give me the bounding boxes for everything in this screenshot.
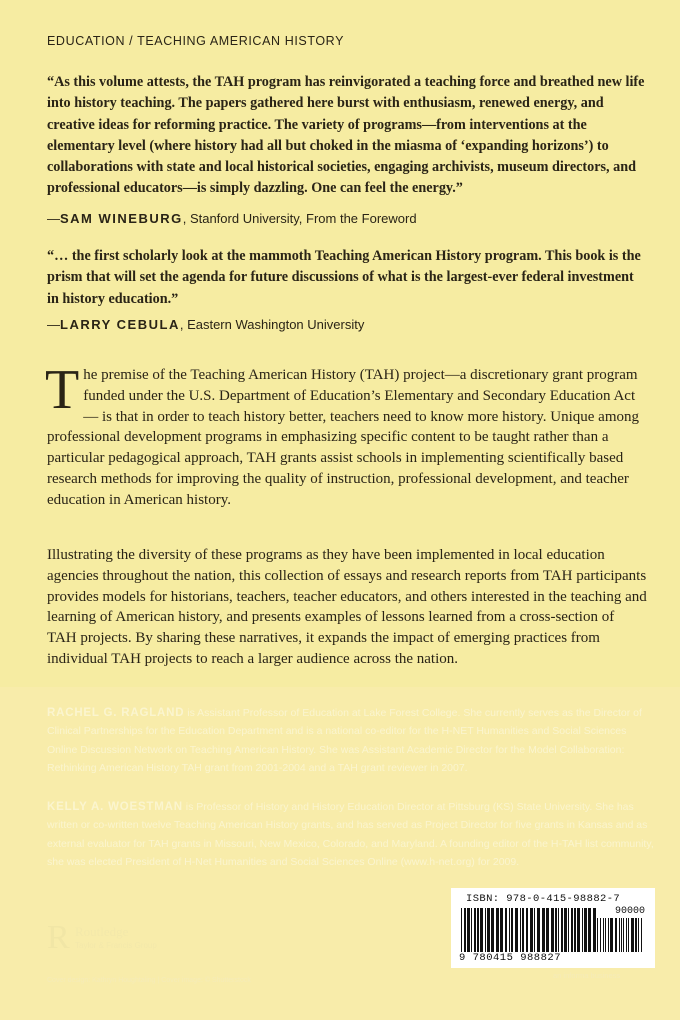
cover-credits: Cover design: Kathryn Houghtaling | Cover image: © Shutterstock bbox=[47, 977, 251, 984]
barcode-bar bbox=[571, 908, 573, 952]
endorsement-quote-1: “As this volume attests, the TAH program has reinvigorated a teaching force and breathed new life into history teaching. The papers gathered here burst with enthusiasm, renewed energy, and creative ideas for reforming practice. The variety of programs—from interventions at the elementary level (where history had all but choked in the miasma of ‘expanding horizons’) to collaborations with state and local historical societies, engaging archivists, museum directors, and professional educators—is simply dazzling. One can feel the energy.” bbox=[47, 74, 645, 197]
barcode-bar bbox=[605, 918, 606, 952]
barcode-bar bbox=[477, 908, 479, 952]
author-name: KELLY A. WOESTMAN bbox=[47, 801, 183, 813]
barcode-bar bbox=[610, 918, 613, 952]
barcode-bar bbox=[588, 908, 591, 952]
barcode-bar bbox=[584, 908, 587, 952]
barcode-bar bbox=[551, 908, 554, 952]
barcode-bar bbox=[641, 918, 642, 952]
endorser-affiliation: , Eastern Washington University bbox=[179, 317, 365, 332]
barcode-bar bbox=[471, 908, 472, 952]
barcode-bar bbox=[467, 908, 470, 952]
barcode-bar bbox=[597, 918, 598, 952]
author-bio-text: is Professor of History and History Education Director at Pittsburg (KS) State University. She has written or co-written twelve Teaching American History grants, and has served as Project Director for five grants in Kansas and as external evaluator for TAH grants in Missouri, New Mexico, Colorado, and Maryland. A founding editor of the H-TAH list community, she was elected President of H-Net Humanities and Social Sciences Online (www.h-net.org) for 2009. bbox=[47, 801, 654, 869]
endorser-affiliation: , Stanford University, From the Foreword bbox=[182, 211, 417, 226]
endorsement-attribution-1 bbox=[47, 211, 417, 226]
isbn-text: ISBN: 978-0-415-98882-7 bbox=[466, 893, 621, 905]
author-bio-2 bbox=[47, 798, 657, 872]
description-paragraph-2: Illustrating the diversity of these programs as they have been implemented in local education agencies throughout the nation, this collection of essays and research reports from TAH participants provides models for historians, teachers, teacher educators, and others interested in the teaching and learning of American history, and presents examples of lessons learned from a cross-section of TAH projects. By sharing these narratives, it expands the impact of emerging practices from individual TAH projects to reach a larger audience across the nation. bbox=[47, 547, 647, 667]
barcode-bar bbox=[621, 918, 622, 952]
barcode-bar bbox=[628, 918, 629, 952]
barcode-bar bbox=[608, 918, 609, 952]
category-label: EDUCATION / TEACHING AMERICAN HISTORY bbox=[47, 34, 345, 48]
barcode-bar bbox=[485, 908, 486, 952]
barcode-bar bbox=[564, 908, 567, 952]
back-cover-bottom bbox=[0, 687, 680, 1020]
barcode-bar bbox=[603, 918, 604, 952]
endorser-name: LARRY CEBULA bbox=[60, 317, 180, 332]
description-paragraph-1 bbox=[45, 359, 647, 511]
barcode-bar bbox=[496, 908, 499, 952]
barcode-bar bbox=[500, 908, 503, 952]
barcode-bar bbox=[561, 908, 563, 952]
barcode-bar bbox=[509, 908, 510, 952]
barcode-bar bbox=[487, 908, 490, 952]
barcode-bar bbox=[522, 908, 524, 952]
barcode-bar bbox=[542, 908, 545, 952]
barcode-panel bbox=[451, 888, 655, 968]
barcode-bar bbox=[593, 908, 596, 952]
barcode-bar bbox=[574, 908, 576, 952]
barcode-bar bbox=[638, 918, 639, 952]
barcode-bar bbox=[558, 908, 559, 952]
barcode-bar bbox=[461, 908, 462, 952]
barcode-bar bbox=[626, 918, 627, 952]
barcode-bar bbox=[635, 918, 637, 952]
barcode-bar bbox=[526, 908, 528, 952]
attribution-dash: — bbox=[47, 211, 60, 226]
barcode-bar bbox=[582, 908, 583, 952]
attribution-dash: — bbox=[47, 317, 60, 332]
author-bio-text: is Assistant Professor of Education at Lake Forest College. She currently serves as the Director of Clinical Partnerships for the Education Department and is a national co-editor for the H-NET Humanities and Social Sciences Online Discussion Network on Teaching American History. She was Assistant Academic Director for the Model Collaboration: Rethinking American History TAH grant from 2001-2004 and a TAH grant reviewer in 2007. bbox=[47, 707, 642, 775]
drop-cap: T bbox=[45, 359, 80, 421]
barcode-bar bbox=[631, 918, 634, 952]
paragraph-text: he premise of the Teaching American History (TAH) project—a discretionary grant program funded under the U.S. Department of Education’s Elementary and Secondary Education Act— is that in order to teach history better, teachers need to know more history. Unique among professional development programs in emphasizing specific content to be taught rather than a particular pedagogical approach, TAH grants assist schools in implementing scientifically based research methods for improving the quality of instruction, professional development, and teacher education in American history. bbox=[47, 367, 639, 508]
barcode-bar bbox=[505, 908, 507, 952]
barcode-bar bbox=[520, 908, 521, 952]
endorsement-attribution-2 bbox=[47, 317, 364, 332]
barcode-bar bbox=[534, 908, 535, 952]
publisher-name: Routledge bbox=[75, 924, 129, 939]
endorsement-quote-2: “… the first scholarly look at the mammoth Teaching American History program. This book is the prism that will set the agenda for future discussions of what is the largest-ever federal investment in history education.” bbox=[47, 248, 641, 307]
barcode-bar bbox=[568, 908, 569, 952]
barcode-main-icon bbox=[461, 908, 597, 952]
barcode-bar bbox=[491, 908, 494, 952]
endorser-name: SAM WINEBURG bbox=[60, 211, 183, 226]
barcode-bar bbox=[600, 918, 601, 952]
barcode-bar bbox=[615, 918, 617, 952]
barcode-addon-icon bbox=[597, 918, 645, 952]
barcode-bar bbox=[619, 918, 620, 952]
publisher-group: Taylor & Francis Group bbox=[75, 941, 157, 950]
barcode-bar bbox=[577, 908, 580, 952]
barcode-bar bbox=[623, 918, 624, 952]
price-code: 90000 bbox=[614, 906, 645, 917]
barcode-bar bbox=[515, 908, 518, 952]
barcode-bar bbox=[464, 908, 466, 952]
barcode-bar bbox=[480, 908, 483, 952]
barcode-bar bbox=[555, 908, 557, 952]
barcode-bar bbox=[546, 908, 549, 952]
barcode-bar bbox=[537, 908, 540, 952]
barcode-bar bbox=[474, 908, 476, 952]
routledge-mark-icon: R bbox=[47, 919, 70, 956]
author-name: RACHEL G. RAGLAND bbox=[47, 707, 185, 719]
barcode-digits: 9 780415 988827 bbox=[459, 952, 562, 964]
publisher-logo bbox=[47, 918, 207, 958]
informa-tagline: an informa business bbox=[553, 971, 621, 980]
author-bio-1 bbox=[47, 704, 657, 778]
barcode-bar bbox=[530, 908, 533, 952]
barcode-bar bbox=[511, 908, 513, 952]
